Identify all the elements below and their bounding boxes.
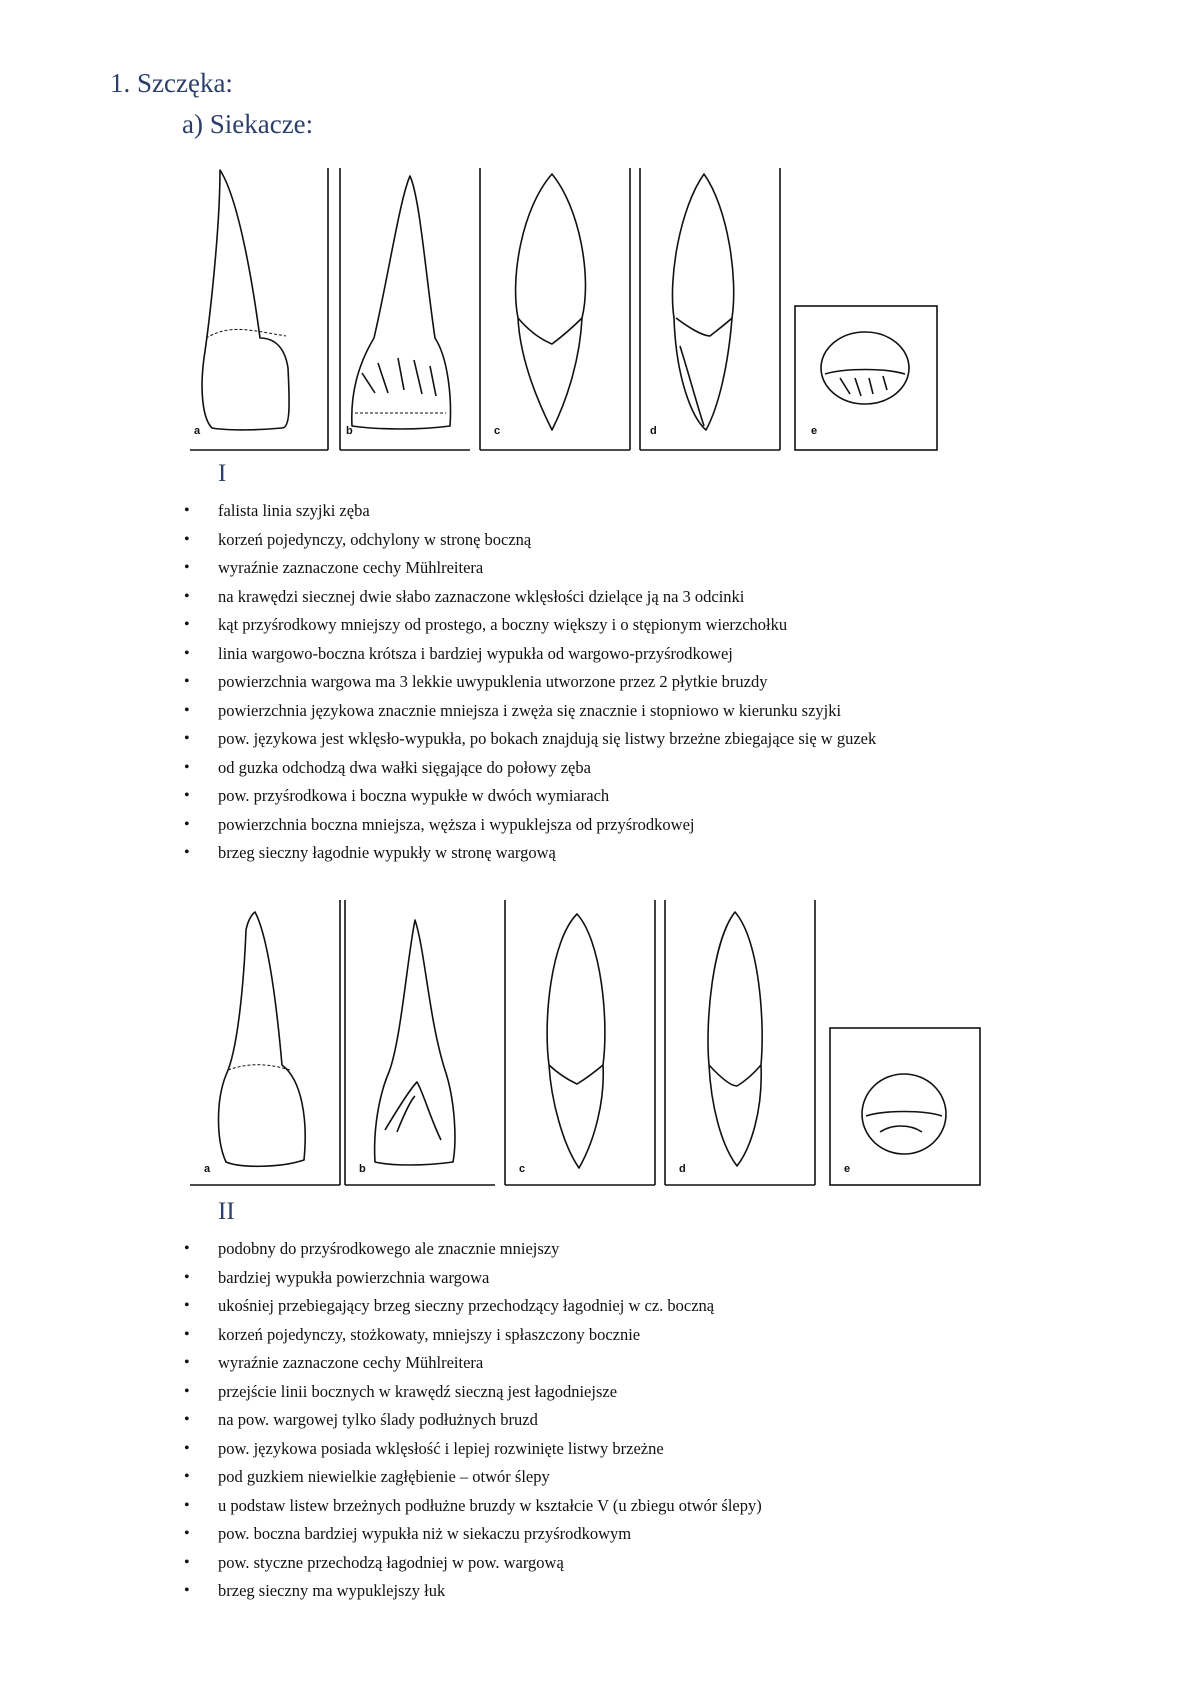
list-item: • podobny do przyśrodkowego ale znacznie mniejszy [184,1235,762,1264]
list-item: • brzeg sieczny łagodnie wypukły w stronę wargową [184,839,876,868]
list-item: • kąt przyśrodkowy mniejszy od prostego, a boczny większy i o stępionym wierzchołku [184,611,876,640]
heading-maxilla: 1. Szczęka: [110,68,233,98]
list-item: • wyraźnie zaznaczone cechy Mühlreitera [184,1349,762,1378]
list-item: • bardziej wypukła powierzchnia wargowa [184,1264,762,1293]
panel-label-c: c [494,425,501,437]
tooth-view-b [345,900,495,1185]
list-item: • pow. językowa posiada wklęsłość i lepiej rozwinięte listwy brzeżne [184,1435,762,1464]
heading-incisors: a) Siekacze: [182,109,314,139]
tooth-view-c [505,900,655,1185]
figure-central-incisor [190,168,990,458]
panel-label-d: d [679,1163,686,1175]
tooth-view-b [340,168,470,450]
list-item: • brzeg sieczny ma wypuklejszy łuk [184,1577,762,1606]
list-item: • wyraźnie zaznaczone cechy Mühlreitera [184,554,876,583]
list-item: • powierzchnia wargowa ma 3 lekkie uwypuklenia utworzone przez 2 płytkie bruzdy [184,668,876,697]
tooth-view-a [190,168,328,450]
panel-label-e: e [844,1163,851,1175]
list-item: • pow. językowa jest wklęsło-wypukła, po bokach znajdują się listwy brzeżne zbiegające się w guzek [184,725,876,754]
list-item: • od guzka odchodzą dwa wałki sięgające do połowy zęba [184,754,876,783]
list-item: • powierzchnia boczna mniejsza, węższa i wypuklejsza od przyśrodkowej [184,811,876,840]
list-item: • powierzchnia językowa znacznie mniejsza i zwęża się znacznie i stopniowo w kierunku szyjki [184,697,876,726]
list-item: • ukośniej przebiegający brzeg sieczny przechodzący łagodniej w cz. boczną [184,1292,762,1321]
list-item: • pow. styczne przechodzą łagodniej w pow. wargową [184,1549,762,1578]
list-item: • na krawędzi siecznej dwie słabo zaznaczone wklęsłości dzielące ją na 3 odcinki [184,583,876,612]
tooth-view-d [640,168,780,450]
panel-label-a: a [194,425,201,437]
tooth-view-a [190,900,340,1185]
list-item: • falista linia szyjki zęba [184,497,876,526]
list-item: • u podstaw listew brzeżnych podłużne bruzdy w kształcie V (u zbiegu otwór ślepy) [184,1492,762,1521]
list-item: • pod guzkiem niewielkie zagłębienie – otwór ślepy [184,1463,762,1492]
central-incisor-features [184,497,876,868]
panel-label-d: d [650,425,657,437]
tooth-view-e [830,1028,980,1185]
figure-lateral-incisor [190,900,1000,1195]
list-item: • pow. boczna bardziej wypukła niż w siekaczu przyśrodkowym [184,1520,762,1549]
panel-label-a: a [204,1163,211,1175]
panel-label-b: b [359,1163,366,1175]
section-label-central-incisor: I [218,460,227,487]
list-item: • korzeń pojedynczy, stożkowaty, mniejszy i spłaszczony bocznie [184,1321,762,1350]
section-label-lateral-incisor: II [218,1198,235,1225]
list-item: • przejście linii bocznych w krawędź sieczną jest łagodniejsze [184,1378,762,1407]
panel-label-e: e [811,425,818,437]
lateral-incisor-features [184,1235,762,1606]
central-incisor-drawings [190,168,990,458]
tooth-view-c [480,168,630,450]
list-item: • pow. przyśrodkowa i boczna wypukłe w dwóch wymiarach [184,782,876,811]
lateral-incisor-drawings [190,900,1000,1195]
panel-label-b: b [346,425,353,437]
list-item: • linia wargowo-boczna krótsza i bardziej wypukła od wargowo-przyśrodkowej [184,640,876,669]
list-item: • korzeń pojedynczy, odchylony w stronę boczną [184,526,876,555]
tooth-view-e [795,306,937,450]
list-item: • na pow. wargowej tylko ślady podłużnych bruzd [184,1406,762,1435]
panel-label-c: c [519,1163,526,1175]
tooth-view-d [665,900,815,1185]
